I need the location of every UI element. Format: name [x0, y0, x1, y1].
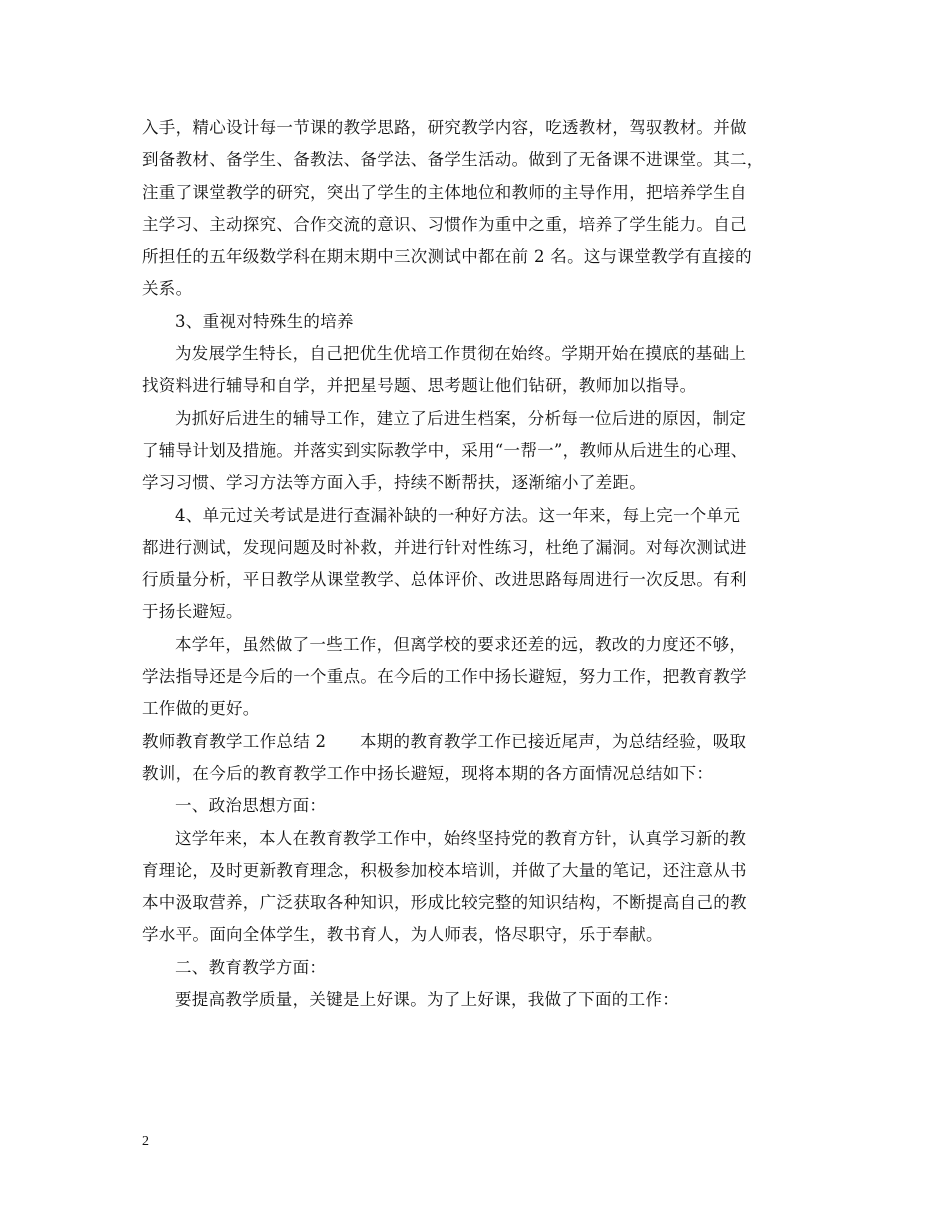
text-line: 都进行测试，发现问题及时补救，并进行针对性练习，杜绝了漏洞。对每次测试进: [142, 537, 747, 557]
text-line: 学法指导还是今后的一个重点。在今后的工作中扬长避短，努力工作，把教育教学: [142, 667, 747, 687]
text-line: 为发展学生特长，自己把优生优培工作贯彻在始终。学期开始在摸底的基础上: [175, 344, 747, 364]
text-line: 本中汲取营养，广泛获取各种知识，形成比较完整的知识结构，不断提高自己的教: [142, 893, 747, 913]
page-number: 2: [142, 1134, 149, 1149]
text-line: 学水平。面向全体学生，教书育人，为人师表，恪尽职守，乐于奉献。: [142, 925, 663, 945]
text-line: 二、教育教学方面：: [175, 957, 327, 977]
text-line: 主学习、主动探究、合作交流的意识、习惯作为重中之重，培养了学生能力。自己: [142, 214, 747, 234]
text-line: 一、政治思想方面：: [175, 796, 327, 816]
text-line: 于扬长避短。: [142, 602, 243, 622]
text-line: 为抓好后进生的辅导工作，建立了后进生档案，分析每一位后进的原因，制定: [175, 408, 747, 428]
text-line: 行质量分析，平日教学从课堂教学、总体评价、改进思路每周进行一次反思。有利: [142, 570, 747, 590]
text-line: 教训，在今后的教育教学工作中扬长避短，现将本期的各方面情况总结如下：: [142, 763, 714, 783]
text-line: 了辅导计划及措施。并落实到实际教学中，采用“一帮一”，教师从后进生的心理、: [142, 440, 748, 460]
text-line: 关系。: [142, 279, 193, 299]
text-line: 3、重视对特殊生的培养: [175, 311, 354, 331]
text-line: 本学年，虽然做了一些工作，但离学校的要求还差的远，教改的力度还不够，: [175, 634, 747, 654]
text-line: 这学年来，本人在教育教学工作中，始终坚持党的教育方针，认真学习新的教: [175, 828, 747, 848]
text-line: 入手，精心设计每一节课的教学思路，研究教学内容，吃透教材，驾驭教材。并做: [142, 118, 747, 137]
text-line: 找资料进行辅导和自学，并把星号题、思考题让他们钻研，教师加以指导。: [142, 376, 697, 396]
text-line: 注重了课堂教学的研究，突出了学生的主体地位和教师的主导作用，把培养学生自: [142, 182, 747, 202]
text-line: 4、单元过关考试是进行查漏补缺的一种好方法。这一年来，每上完一个单元: [175, 505, 741, 525]
text-line: 所担任的五年级数学科在期末期中三次测试中都在前 2 名。这与课堂教学有直接的: [142, 247, 752, 267]
document-body: [142, 112, 810, 1016]
text-line: 育理论，及时更新教育理念，积极参加校本培训，并做了大量的笔记，还注意从书: [142, 860, 747, 880]
text-line: 工作做的更好。: [142, 699, 260, 719]
text-line: 学习习惯、学习方法等方面入手，持续不断帮扶，逐渐缩小了差距。: [142, 473, 646, 493]
text-line: 到备教材、备学生、备教法、备学法、备学生活动。做到了无备课不进课堂。其二，: [142, 150, 764, 170]
text-line: 教师教育教学工作总结 2 本期的教育教学工作已接近尾声，为总结经验，吸取: [142, 731, 747, 751]
text-line: 要提高教学质量，关键是上好课。为了上好课，我做了下面的工作：: [175, 990, 679, 1010]
